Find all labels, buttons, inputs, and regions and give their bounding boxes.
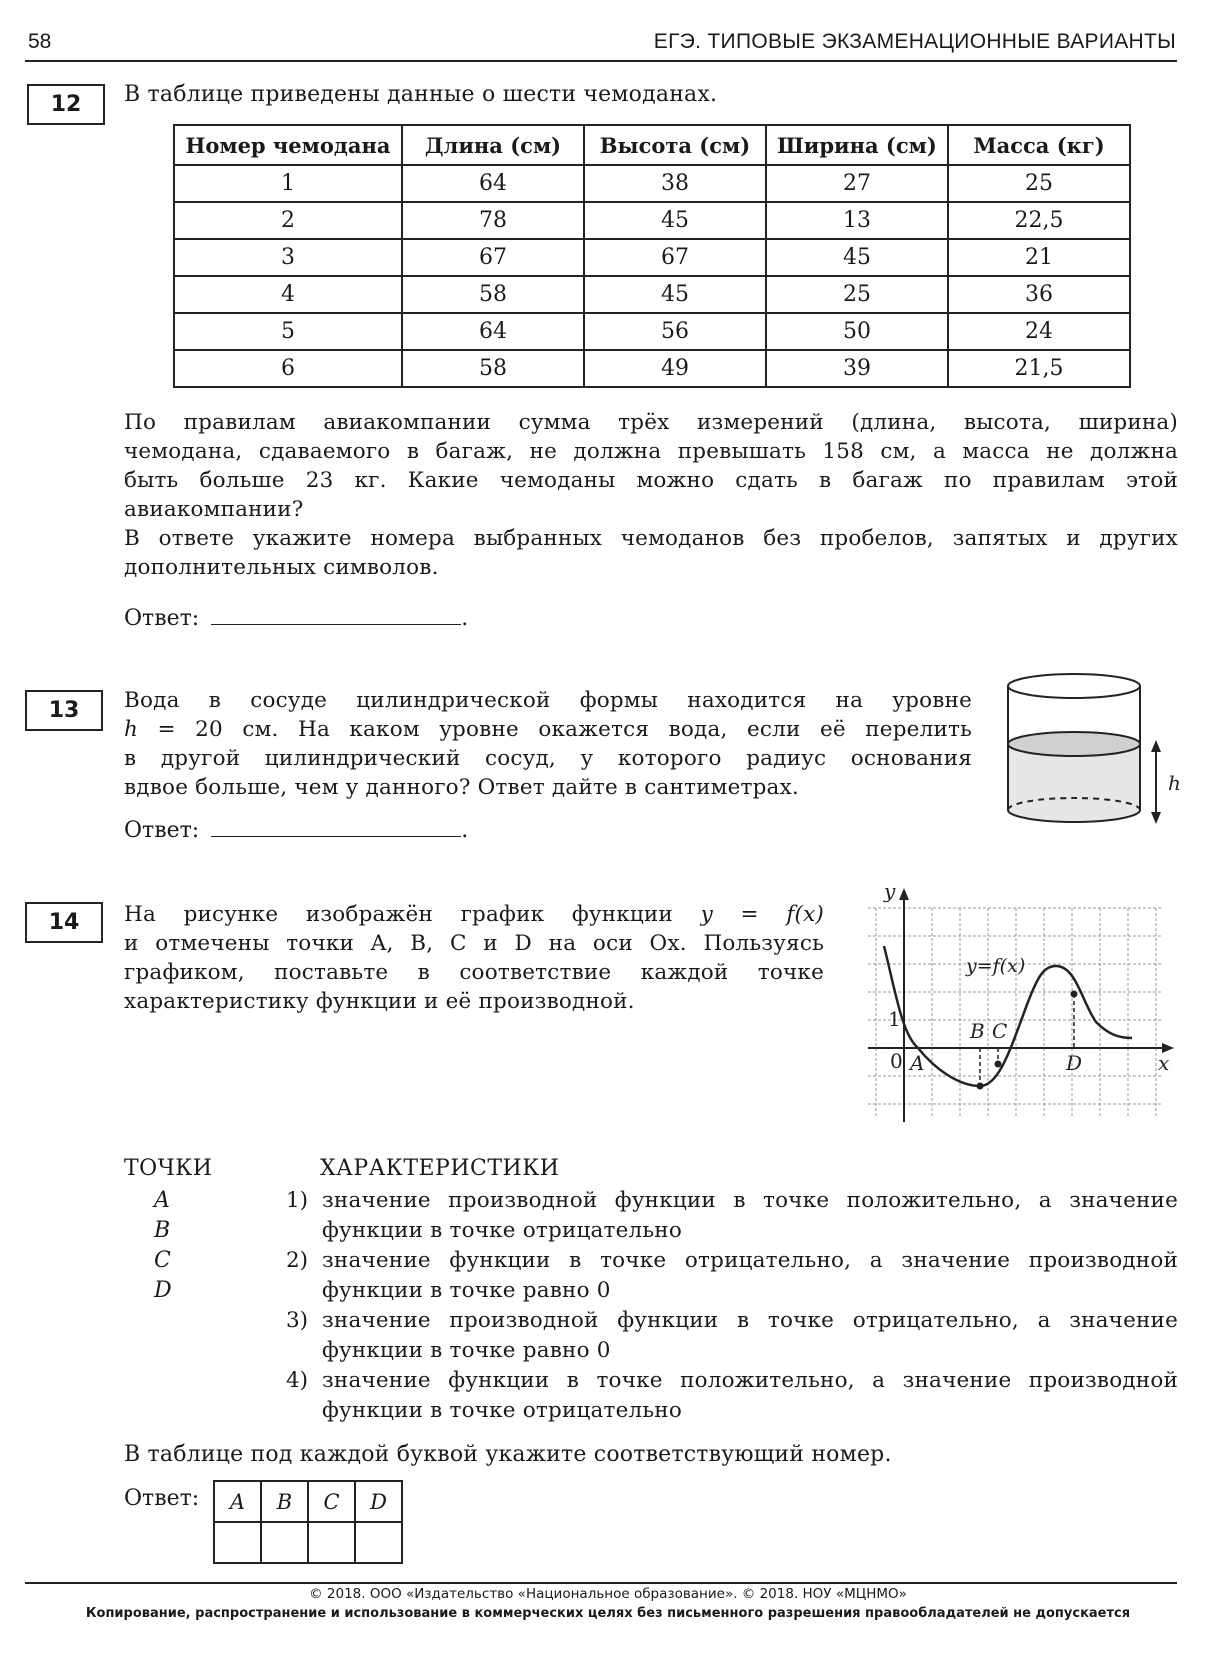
header-rule xyxy=(25,60,1177,62)
answer-header-cell: C xyxy=(308,1481,355,1522)
table-cell: 45 xyxy=(584,276,766,313)
point-item: C xyxy=(154,1248,171,1273)
text-line: функции в точке отрицательно xyxy=(322,1218,682,1243)
table-row xyxy=(174,239,1130,276)
water-surface xyxy=(1008,732,1140,756)
characteristic-number: 1) xyxy=(286,1188,309,1213)
function-graph xyxy=(862,884,1182,1124)
table-cell: 22,5 xyxy=(948,202,1130,239)
variable-h: h xyxy=(124,717,139,742)
table-row xyxy=(174,313,1130,350)
y-axis-label: y xyxy=(884,884,896,903)
text-span: На рисунке изображён график функции xyxy=(124,902,673,927)
footer-copyright: © 2018. ООО «Издательство «Национальное образование». © 2018. НОУ «МЦНМО» xyxy=(309,1586,907,1602)
table-cell: 24 xyxy=(948,313,1130,350)
table-cell: 36 xyxy=(948,276,1130,313)
task-14-instruction: В таблице под каждой буквой укажите соответствующий номер. xyxy=(124,1442,892,1467)
table-cell: 3 xyxy=(174,239,402,276)
characteristic-item xyxy=(286,1186,1178,1246)
point-b-label: B xyxy=(970,1019,985,1043)
point-item: A xyxy=(154,1188,170,1213)
point-item: B xyxy=(154,1218,171,1243)
answer-period: . xyxy=(461,606,469,631)
footer-rule xyxy=(25,1582,1177,1584)
text-line: графиком, поставьте в соответствие каждой точке xyxy=(124,960,824,985)
characteristic-number: 2) xyxy=(286,1248,309,1273)
table-header-cell: Масса (кг) xyxy=(948,125,1130,165)
characteristic-item xyxy=(286,1246,1178,1306)
text-line: функции в точке отрицательно xyxy=(322,1398,682,1423)
text-line: значение производной функции в точке отрицательно, а значение xyxy=(322,1308,1178,1333)
task-14-number: 14 xyxy=(25,902,103,943)
formula: y = f(x) xyxy=(700,902,824,927)
answer-period: . xyxy=(461,818,469,843)
table-row xyxy=(174,350,1130,387)
x-axis-label: x xyxy=(1158,1051,1170,1075)
table-cell: 64 xyxy=(402,165,584,202)
table-cell: 4 xyxy=(174,276,402,313)
table-cell: 50 xyxy=(766,313,948,350)
text-line: вдвое больше, чем у данного? Ответ дайте в сантиметрах. xyxy=(124,775,799,800)
text-line xyxy=(124,900,824,929)
table-cell: 56 xyxy=(584,313,766,350)
table-cell: 45 xyxy=(766,239,948,276)
answer-field[interactable] xyxy=(211,816,461,837)
suitcase-table xyxy=(173,124,1131,388)
table-header-cell: Длина (см) xyxy=(402,125,584,165)
point-a-label: A xyxy=(910,1051,925,1075)
task-13-number: 13 xyxy=(25,690,103,731)
table-cell: 25 xyxy=(948,165,1130,202)
characteristic-item xyxy=(286,1306,1178,1366)
answer-cell-b[interactable] xyxy=(261,1522,308,1563)
table-cell: 38 xyxy=(584,165,766,202)
characteristic-number: 3) xyxy=(286,1308,309,1333)
text-line: функции в точке равно 0 xyxy=(322,1278,611,1303)
answer-cell-d[interactable] xyxy=(355,1522,402,1563)
table-cell: 58 xyxy=(402,350,584,387)
task-14-answer-label: Ответ: xyxy=(124,1486,200,1511)
text-line: Вода в сосуде цилиндрической формы находится на уровне xyxy=(124,688,972,713)
answer-table xyxy=(213,1480,403,1564)
table-cell: 27 xyxy=(766,165,948,202)
table-row xyxy=(174,276,1130,313)
text-line: значение производной функции в точке положительно, а значение xyxy=(322,1188,1178,1213)
table-cell: 64 xyxy=(402,313,584,350)
grid xyxy=(868,908,1162,1118)
table-cell: 58 xyxy=(402,276,584,313)
table-cell: 21,5 xyxy=(948,350,1130,387)
text-line: чемодана, сдаваемого в багаж, не должна превышать 158 см, а масса не должна xyxy=(124,439,1178,464)
answer-label: Ответ: xyxy=(124,606,200,631)
table-cell: 2 xyxy=(174,202,402,239)
task-13-text xyxy=(124,686,972,802)
table-row xyxy=(174,202,1130,239)
answer-cell-a[interactable] xyxy=(214,1522,261,1563)
table-cell: 67 xyxy=(402,239,584,276)
text-line: быть больше 23 кг. Какие чемоданы можно сдать в багаж по правилам этой xyxy=(124,468,1178,493)
table-cell: 13 xyxy=(766,202,948,239)
answer-header-cell: B xyxy=(261,1481,308,1522)
answer-label: Ответ: xyxy=(124,818,200,843)
table-cell: 49 xyxy=(584,350,766,387)
table-cell: 78 xyxy=(402,202,584,239)
table-header-row xyxy=(174,125,1130,165)
table-header-cell: Номер чемодана xyxy=(174,125,402,165)
points-heading: ТОЧКИ xyxy=(124,1156,213,1181)
task-12-answer xyxy=(124,604,468,631)
text-line: значение функции в точке отрицательно, а значение производной xyxy=(322,1248,1178,1273)
cylinder-top xyxy=(1008,674,1140,698)
characteristics-list xyxy=(286,1186,1178,1426)
task-12-conditions xyxy=(124,408,1178,582)
cylinder-figure xyxy=(996,668,1196,828)
answer-header-row xyxy=(214,1481,402,1522)
table-cell: 45 xyxy=(584,202,766,239)
text-line: В ответе укажите номера выбранных чемоданов без пробелов, запятых и других xyxy=(124,526,1178,551)
origin-label: 0 xyxy=(890,1049,903,1073)
table-cell: 39 xyxy=(766,350,948,387)
characteristics-heading: ХАРАКТЕРИСТИКИ xyxy=(320,1156,560,1181)
answer-field[interactable] xyxy=(211,604,461,625)
table-cell: 67 xyxy=(584,239,766,276)
point-c-label: C xyxy=(992,1019,1008,1043)
text-span: = 20 см. На каком уровне окажется вода, если её перелить xyxy=(138,717,972,742)
characteristic-item xyxy=(286,1366,1178,1426)
text-line: дополнительных символов. xyxy=(124,555,439,580)
point-d-label: D xyxy=(1066,1051,1083,1075)
table-cell: 6 xyxy=(174,350,402,387)
text-line: функции в точке равно 0 xyxy=(322,1338,611,1363)
one-label: 1 xyxy=(888,1007,901,1031)
table-row xyxy=(174,165,1130,202)
text-line: авиакомпании? xyxy=(124,497,304,522)
task-12-number: 12 xyxy=(27,84,105,125)
answer-header-cell: D xyxy=(355,1481,402,1522)
text-line: значение функции в точке положительно, а значение производной xyxy=(322,1368,1178,1393)
table-header-cell: Ширина (см) xyxy=(766,125,948,165)
footer-notice: Копирование, распространение и использование в коммерческих целях без письменного разрешения правообладателей не допускается xyxy=(85,1606,1131,1621)
text-line xyxy=(124,715,972,744)
text-line: характеристику функции и её производной. xyxy=(124,989,635,1014)
task-14-text xyxy=(124,900,824,1016)
text-line: и отмечены точки A, B, C и D на оси Ox. Пользуясь xyxy=(124,931,824,956)
answer-cell-c[interactable] xyxy=(308,1522,355,1563)
table-cell: 1 xyxy=(174,165,402,202)
task-13-answer xyxy=(124,816,468,843)
answer-input-row xyxy=(214,1522,402,1563)
running-title: ЕГЭ. ТИПОВЫЕ ЭКЗАМЕНАЦИОННЫЕ ВАРИАНТЫ xyxy=(653,30,1176,53)
table-cell: 21 xyxy=(948,239,1130,276)
height-label: h xyxy=(1168,771,1181,795)
task-12-intro: В таблице приведены данные о шести чемоданах. xyxy=(124,82,718,107)
answer-header-cell: A xyxy=(214,1481,261,1522)
function-label: y=f(x) xyxy=(966,955,1026,977)
page-number: 58 xyxy=(28,30,52,53)
table-cell: 5 xyxy=(174,313,402,350)
text-line: По правилам авиакомпании сумма трёх измерений (длина, высота, ширина) xyxy=(124,410,1178,435)
points-list xyxy=(154,1186,172,1306)
text-line: в другой цилиндрический сосуд, у которого радиус основания xyxy=(124,746,972,771)
table-header-cell: Высота (см) xyxy=(584,125,766,165)
table-cell: 25 xyxy=(766,276,948,313)
characteristic-number: 4) xyxy=(286,1368,309,1393)
point-item: D xyxy=(154,1278,172,1303)
